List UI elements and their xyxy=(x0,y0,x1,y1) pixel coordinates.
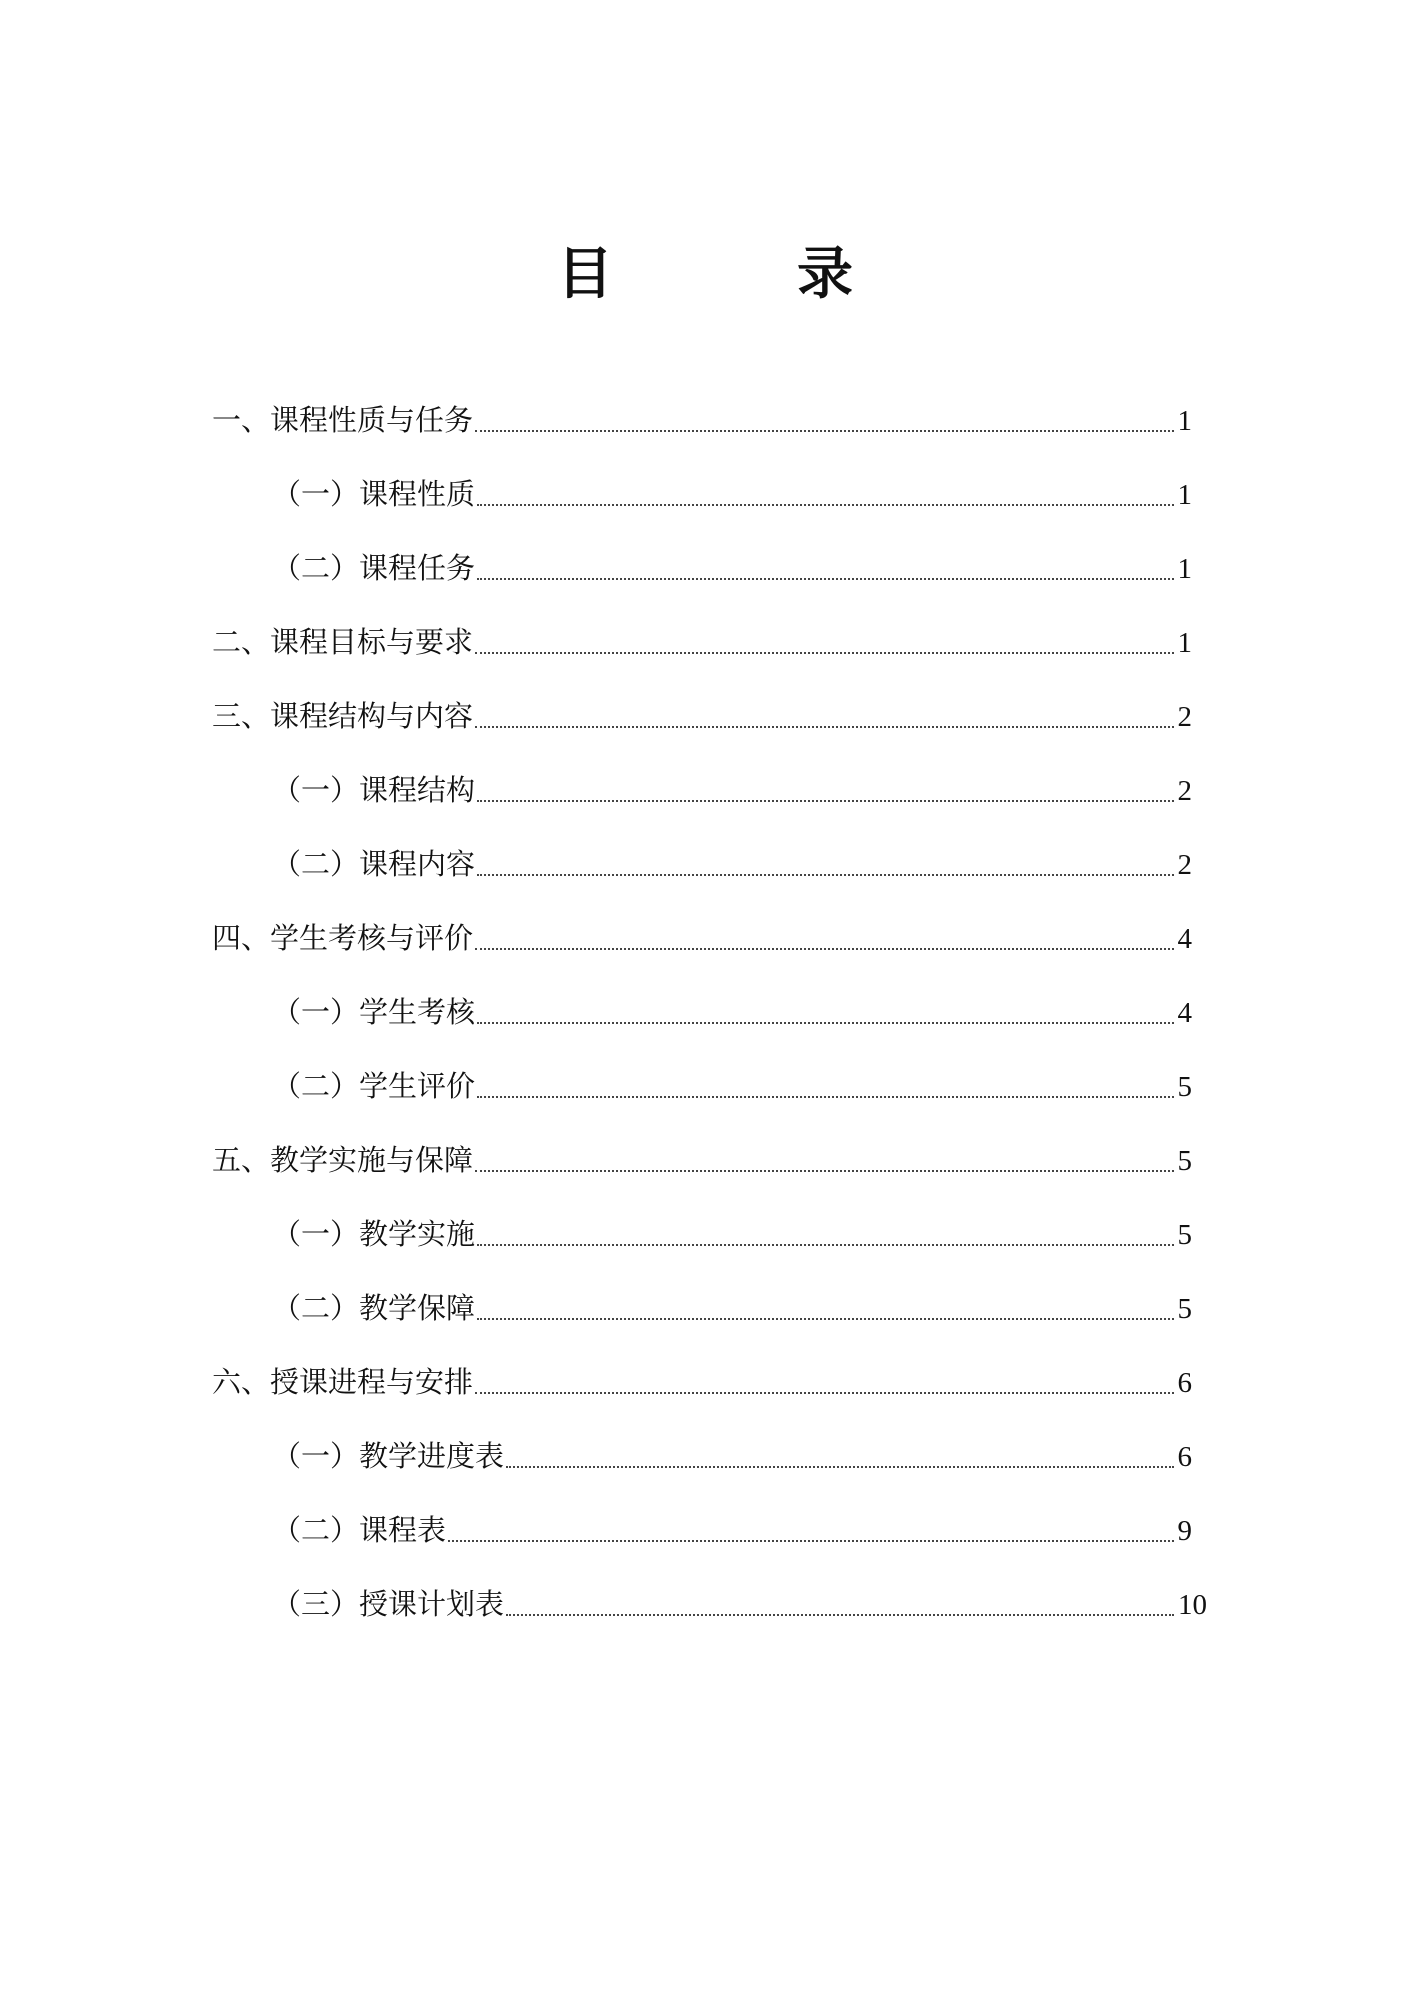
toc-page-number: 10 xyxy=(1178,1589,1207,1621)
toc-page-number: 6 xyxy=(1177,1367,1192,1399)
toc-entry[interactable] xyxy=(212,696,1192,736)
toc-entry[interactable] xyxy=(212,1362,1192,1402)
toc-entry[interactable] xyxy=(212,918,1192,958)
toc-entry[interactable] xyxy=(272,1214,1192,1254)
toc-leader-dots xyxy=(477,1021,1173,1024)
toc-entry-label: （二）学生评价 xyxy=(272,1069,476,1103)
toc-entry-label: 二、课程目标与要求 xyxy=(212,625,474,659)
toc-leader-dots xyxy=(475,1169,1173,1172)
toc-entry-label: （一）学生考核 xyxy=(272,995,476,1029)
toc-page-number: 1 xyxy=(1177,553,1192,585)
toc-page-number: 9 xyxy=(1177,1515,1192,1547)
toc-page-number: 4 xyxy=(1177,997,1192,1029)
page-title: 目 录 xyxy=(557,242,917,307)
toc-page-number: 5 xyxy=(1177,1071,1192,1103)
toc-leader-dots xyxy=(475,947,1173,950)
toc-leader-dots xyxy=(506,1613,1174,1616)
toc-entry-label: 一、课程性质与任务 xyxy=(212,403,474,437)
toc-leader-dots xyxy=(477,503,1173,506)
toc-entry[interactable] xyxy=(272,1584,1207,1624)
toc-page-number: 1 xyxy=(1177,405,1192,437)
toc-entry[interactable] xyxy=(212,622,1192,662)
toc-entry-label: （一）教学进度表 xyxy=(272,1439,505,1473)
toc-entry-label: （一）课程性质 xyxy=(272,477,476,511)
toc-page-number: 2 xyxy=(1177,849,1192,881)
toc-entry-label: 五、教学实施与保障 xyxy=(212,1143,474,1177)
toc-entry[interactable] xyxy=(272,992,1192,1032)
toc-page-number: 2 xyxy=(1177,701,1192,733)
toc-page-number: 5 xyxy=(1177,1293,1192,1325)
toc-entry-label: （一）教学实施 xyxy=(272,1217,476,1251)
toc-leader-dots xyxy=(477,577,1173,580)
toc-entry[interactable] xyxy=(272,1288,1192,1328)
toc-entry[interactable] xyxy=(272,844,1192,884)
toc-entry[interactable] xyxy=(212,1140,1192,1180)
toc-leader-dots xyxy=(477,1317,1173,1320)
toc-entry[interactable] xyxy=(272,1510,1192,1550)
toc-leader-dots xyxy=(475,725,1173,728)
toc-entry[interactable] xyxy=(272,548,1192,588)
toc-entry-label: （二）教学保障 xyxy=(272,1291,476,1325)
toc-leader-dots xyxy=(477,873,1173,876)
toc-entry-label: （三）授课计划表 xyxy=(272,1587,505,1621)
toc-leader-dots xyxy=(475,429,1173,432)
toc-page-number: 1 xyxy=(1177,479,1192,511)
toc-entry-label: （二）课程内容 xyxy=(272,847,476,881)
toc-page-number: 1 xyxy=(1177,627,1192,659)
toc-page-number: 2 xyxy=(1177,775,1192,807)
toc-page-number: 5 xyxy=(1177,1145,1192,1177)
toc-entry-label: （一）课程结构 xyxy=(272,773,476,807)
toc-entry[interactable] xyxy=(272,1436,1192,1476)
toc-leader-dots xyxy=(448,1539,1173,1542)
toc-leader-dots xyxy=(475,1391,1173,1394)
toc-page-number: 4 xyxy=(1177,923,1192,955)
toc-leader-dots xyxy=(506,1465,1173,1468)
toc-entry-label: （二）课程表 xyxy=(272,1513,447,1547)
toc-entry-label: （二）课程任务 xyxy=(272,551,476,585)
toc-leader-dots xyxy=(475,651,1173,654)
toc-entry-label: 六、授课进程与安排 xyxy=(212,1365,474,1399)
toc-entry[interactable] xyxy=(212,400,1192,440)
toc-entry-label: 四、学生考核与评价 xyxy=(212,921,474,955)
toc-page-number: 6 xyxy=(1177,1441,1192,1473)
toc-entry[interactable] xyxy=(272,474,1192,514)
toc-entry[interactable] xyxy=(272,1066,1192,1106)
toc-leader-dots xyxy=(477,799,1173,802)
toc-leader-dots xyxy=(477,1095,1173,1098)
toc-page-number: 5 xyxy=(1177,1219,1192,1251)
toc-leader-dots xyxy=(477,1243,1173,1246)
toc-entry[interactable] xyxy=(272,770,1192,810)
toc-entry-label: 三、课程结构与内容 xyxy=(212,699,474,733)
